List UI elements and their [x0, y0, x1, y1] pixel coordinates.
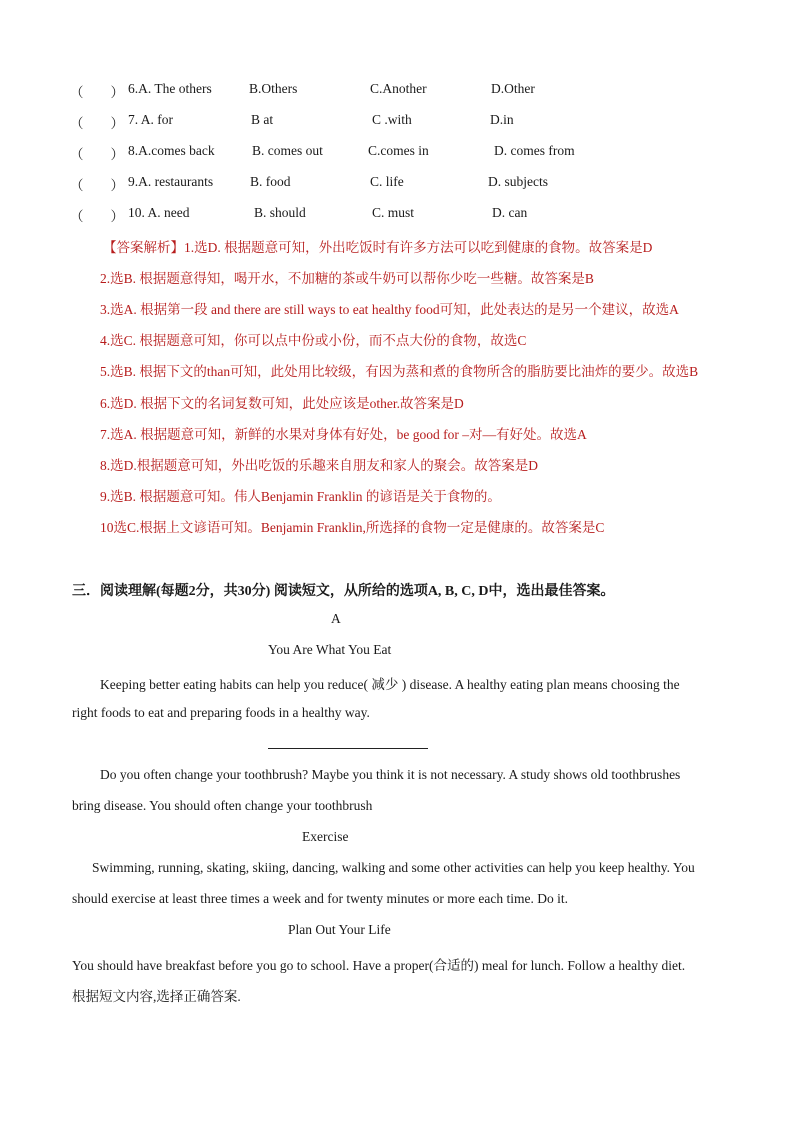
paragraph-3-line-2: should exercise at least three times a week and for twenty minutes or more each time. Do it. [72, 891, 568, 906]
option-a: 9.A. restaurants [128, 174, 214, 189]
blank-heading-line [268, 748, 428, 749]
answer-blank[interactable]: （ ） [70, 85, 124, 100]
answer-blank[interactable]: （ ） [70, 178, 124, 193]
option-b: B. should [254, 205, 306, 220]
option-d: D.Other [491, 81, 535, 96]
plan-heading: Plan Out Your Life [288, 922, 391, 937]
option-d: D. subjects [488, 174, 548, 189]
answer-blank[interactable]: （ ） [70, 116, 124, 131]
option-a: 10. A. need [128, 205, 190, 220]
option-a: 7. A. for [128, 112, 173, 127]
paragraph-3-line-1: Swimming, running, skating, skiing, dancing, walking and some other activities can help you keep healthy. You [92, 860, 695, 875]
option-c: C. must [372, 205, 415, 220]
option-d: D. can [492, 205, 528, 220]
explanation-1: 【答案解析】1.选D. 根据题意可知，外出吃饭时有许多方法可以吃到健康的食物。故答案是D [103, 240, 653, 255]
option-c: C.Another [370, 81, 427, 96]
explanation-2: 2.选B. 根据题意得知，喝开水，不加糖的茶或牛奶可以帮你少吃一些糖。故答案是B [100, 271, 594, 286]
answer-blank[interactable]: （ ） [70, 147, 124, 162]
option-c: C. life [370, 174, 404, 189]
option-a: 6.A. The others [128, 81, 212, 96]
exercise-heading: Exercise [302, 829, 349, 844]
paragraph-2-line-2: bring disease. You should often change your toothbrush [72, 798, 373, 813]
section-heading: 三．阅读理解(每题2分，共30分) 阅读短文，从所给的选项A, B, C, D中，选出最佳答案。 [72, 584, 615, 599]
passage-title: You Are What You Eat [268, 642, 392, 657]
option-d: D.in [490, 112, 514, 127]
paragraph-1-line-2: right foods to eat and preparing foods in a healthy way. [72, 705, 370, 720]
explanation-6: 6.选D. 根据下文的名词复数可知，此处应该是other.故答案是D [100, 396, 464, 411]
option-c: C.comes in [368, 143, 429, 158]
paragraph-4-line-1: You should have breakfast before you go to school. Have a proper(合适的) meal for lunch. Follow a healthy diet. [72, 958, 686, 973]
paragraph-1-line-1: Keeping better eating habits can help you reduce( 减少 ) disease. A healthy eating plan means choosing the [100, 677, 680, 692]
explanation-10: 10选C.根据上文谚语可知。Benjamin Franklin,所选择的食物一定是健康的。故答案是C [100, 520, 605, 535]
option-a: 8.A.comes back [128, 143, 215, 158]
option-b: B. food [250, 174, 291, 189]
explanation-4: 4.选C. 根据题意可知，你可以点中份或小份，而不点大份的食物，故选C [100, 333, 527, 348]
instruction-text: 根据短文内容,选择正确答案. [72, 989, 241, 1004]
passage-letter: A [331, 611, 341, 626]
explanation-7: 7.选A. 根据题意可知，新鲜的水果对身体有好处，be good for –对—有好处。故选A [100, 427, 587, 442]
explanation-9: 9.选B. 根据题意可知。伟人Benjamin Franklin 的谚语是关于食物的。 [100, 489, 501, 504]
option-b: B. comes out [252, 143, 323, 158]
option-b: B.Others [249, 81, 298, 96]
explanation-5: 5.选B. 根据下文的than可知，此处用比较级，有因为蒸和煮的食物所含的脂肪要比油炸的要少。故选B [100, 364, 699, 379]
explanation-3: 3.选A. 根据第一段 and there are still ways to eat healthy food可知，此处表达的是另一个建议，故选A [100, 302, 679, 317]
option-c: C .with [372, 112, 412, 127]
paragraph-2-line-1: Do you often change your toothbrush? Maybe you think it is not necessary. A study shows old toothbrushes [100, 767, 681, 782]
option-b: B at [251, 112, 274, 127]
explanation-8: 8.选D.根据题意可知，外出吃饭的乐趣来自朋友和家人的聚会。故答案是D [100, 458, 538, 473]
option-d: D. comes from [494, 143, 575, 158]
answer-blank[interactable]: （ ） [70, 209, 124, 224]
